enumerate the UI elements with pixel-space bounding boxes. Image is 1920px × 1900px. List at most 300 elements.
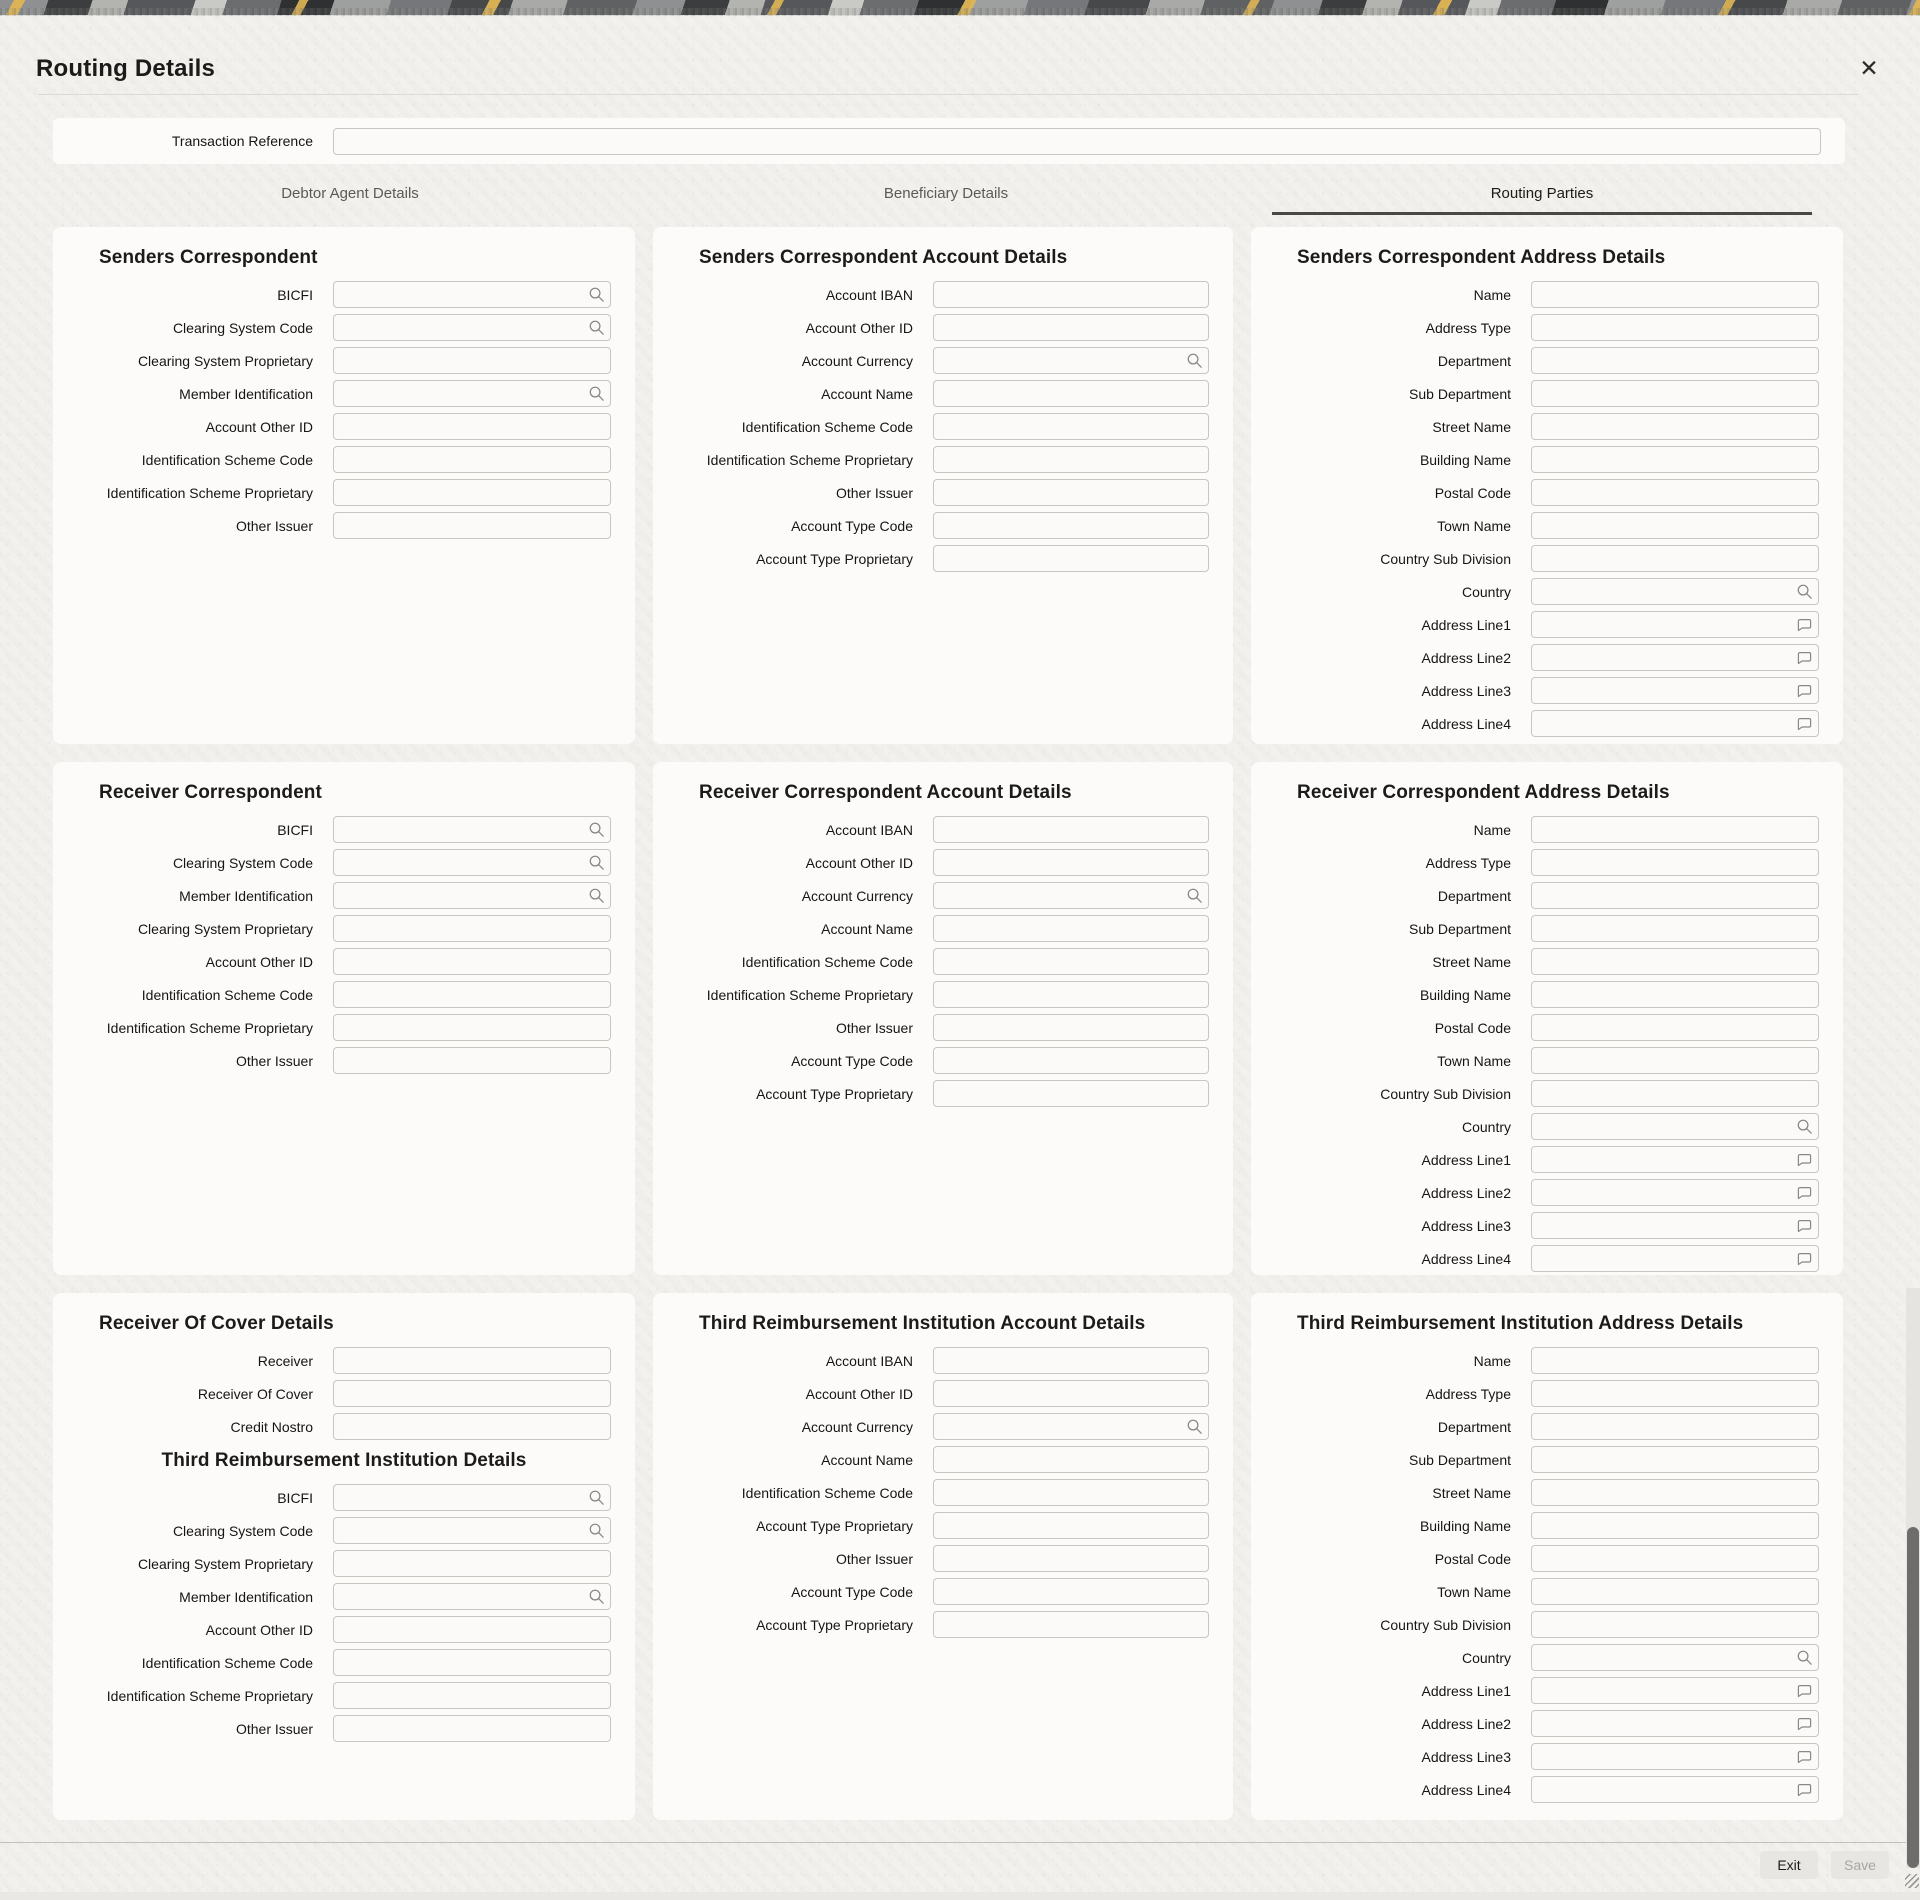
third-reimbursement-institution-details-bicfi-label: BICFI <box>277 1489 313 1506</box>
field-row <box>653 915 1233 942</box>
third-reimbursement-institution-details-clearing-system-code-label: Clearing System Code <box>172 1522 313 1539</box>
third-reimbursement-institution-details-member-identification-label: Member Identification <box>179 1588 313 1605</box>
field-row <box>1251 281 1843 308</box>
receiver-correspondent-address-details-country-sub-division-label: Country Sub Division <box>1380 1085 1511 1102</box>
field-row <box>1251 611 1843 638</box>
receiver-correspondent-clearing-system-proprietary-label: Clearing System Proprietary <box>137 920 313 937</box>
field-row <box>1251 1578 1843 1605</box>
field-row <box>1251 1446 1843 1473</box>
receiver-correspondent-bicfi-input[interactable] <box>333 816 611 843</box>
third-reimbursement-institution-details-bicfi-input[interactable] <box>333 1484 611 1511</box>
receiver-correspondent-identification-scheme-proprietary-label: Identification Scheme Proprietary <box>106 1019 313 1036</box>
senders-correspondent-account-other-id-input[interactable] <box>333 413 611 440</box>
senders-correspondent-address-details-name-label: Name <box>1473 286 1511 303</box>
third-reimbursement-institution-address-details-street-name-label: Street Name <box>1432 1484 1511 1501</box>
transaction-reference-label: Transaction Reference <box>171 133 313 149</box>
save-button[interactable]: Save <box>1831 1851 1889 1879</box>
receiver-correspondent-account-details-identification-scheme-proprietary-input[interactable] <box>933 981 1209 1008</box>
third-reimbursement-institution-account-details-account-type-proprietary-input[interactable] <box>933 1512 1209 1539</box>
field-row <box>53 479 635 506</box>
field-row <box>53 816 635 843</box>
search-icon[interactable] <box>588 854 605 871</box>
receiver-correspondent-address-details-title: Receiver Correspondent Address Details <box>1297 782 1670 803</box>
field-row <box>653 1611 1233 1638</box>
senders-correspondent-clearing-system-code-label: Clearing System Code <box>172 319 313 336</box>
senders-correspondent-address-details-address-line2-label: Address Line2 <box>1421 649 1511 666</box>
receiver-correspondent-other-issuer-input[interactable] <box>333 1047 611 1074</box>
receiver-correspondent-address-details-building-name-input[interactable] <box>1531 981 1819 1008</box>
third-reimbursement-institution-details-identification-scheme-code-input[interactable] <box>333 1649 611 1676</box>
field-row <box>653 1479 1233 1506</box>
field-row <box>1251 677 1843 704</box>
receiver-correspondent-address-details-country-input[interactable] <box>1531 1113 1819 1140</box>
senders-correspondent-address-details-department-input[interactable] <box>1531 347 1819 374</box>
field-row <box>53 1715 635 1742</box>
receiver-correspondent-clearing-system-proprietary-input[interactable] <box>333 915 611 942</box>
third-reimbursement-institution-account-details-account-other-id-input[interactable] <box>933 1380 1209 1407</box>
third-reimbursement-institution-address-details-title: Third Reimbursement Institution Address Details <box>1297 1313 1744 1334</box>
third-reimbursement-institution-account-details-account-other-id-label: Account Other ID <box>805 1385 913 1402</box>
third-reimbursement-institution-address-details-address-type-label: Address Type <box>1425 1385 1511 1402</box>
routing-parties-card-grid <box>53 227 1843 1820</box>
senders-correspondent-address-details-address-line4-label: Address Line4 <box>1421 715 1511 732</box>
senders-correspondent-account-other-id-label: Account Other ID <box>205 418 313 435</box>
third-reimbursement-institution-account-details-title: Third Reimbursement Institution Account Details <box>699 1313 1146 1334</box>
field-row <box>1251 1347 1843 1374</box>
receiver-correspondent-account-details-identification-scheme-code-label: Identification Scheme Code <box>741 953 913 970</box>
field-row <box>53 1550 635 1577</box>
receiver-correspondent-address-details-department-label: Department <box>1437 887 1511 904</box>
field-row <box>1251 1179 1843 1206</box>
field-row <box>653 1014 1233 1041</box>
third-reimbursement-institution-details-other-issuer-input[interactable] <box>333 1715 611 1742</box>
third-reimbursement-institution-account-details-account-name-input[interactable] <box>933 1446 1209 1473</box>
comment-icon[interactable] <box>1796 1682 1813 1699</box>
third-reimbursement-institution-details-clearing-system-proprietary-label: Clearing System Proprietary <box>137 1555 313 1572</box>
receiver-correspondent-account-details-account-other-id-input[interactable] <box>933 849 1209 876</box>
senders-correspondent-account-details-account-type-proprietary-label: Account Type Proprietary <box>756 550 913 567</box>
field-row <box>1251 1146 1843 1173</box>
third-reimbursement-institution-address-details-town-name-label: Town Name <box>1437 1583 1511 1600</box>
receiver-correspondent-account-details-account-currency-input[interactable] <box>933 882 1209 909</box>
senders-correspondent-identification-scheme-proprietary-label: Identification Scheme Proprietary <box>106 484 313 501</box>
third-reimbursement-institution-address-details-country-label: Country <box>1461 1649 1511 1666</box>
field-row <box>653 882 1233 909</box>
receiver-of-cover-details-card <box>53 1293 635 1820</box>
receiver-correspondent-member-identification-label: Member Identification <box>179 887 313 904</box>
receiver-correspondent-account-details-account-type-code-input[interactable] <box>933 1047 1209 1074</box>
third-reimbursement-institution-details-identification-scheme-proprietary-input[interactable] <box>333 1682 611 1709</box>
field-row <box>1251 1413 1843 1440</box>
field-row <box>1251 1710 1843 1737</box>
senders-correspondent-address-details-name-input[interactable] <box>1531 281 1819 308</box>
third-reimbursement-institution-address-details-sub-department-input[interactable] <box>1531 1446 1819 1473</box>
senders-correspondent-address-details-sub-department-input[interactable] <box>1531 380 1819 407</box>
comment-icon[interactable] <box>1796 1715 1813 1732</box>
receiver-correspondent-address-details-town-name-label: Town Name <box>1437 1052 1511 1069</box>
search-icon[interactable] <box>588 887 605 904</box>
third-reimbursement-institution-address-details-town-name-input[interactable] <box>1531 1578 1819 1605</box>
field-row <box>1251 479 1843 506</box>
senders-correspondent-bicfi-label: BICFI <box>277 286 313 303</box>
senders-correspondent-account-details-account-currency-input[interactable] <box>933 347 1209 374</box>
senders-correspondent-address-details-sub-department-label: Sub Department <box>1409 385 1511 402</box>
senders-correspondent-account-details-other-issuer-input[interactable] <box>933 479 1209 506</box>
senders-correspondent-address-details-address-line2-input[interactable] <box>1531 644 1819 671</box>
senders-correspondent-address-details-town-name-label: Town Name <box>1437 517 1511 534</box>
senders-correspondent-address-details-address-type-label: Address Type <box>1425 319 1511 336</box>
field-row <box>1251 578 1843 605</box>
field-row <box>653 1578 1233 1605</box>
receiver-correspondent-account-details-account-name-label: Account Name <box>821 920 913 937</box>
field-row <box>1251 446 1843 473</box>
resize-grip-icon <box>1905 1874 1919 1888</box>
search-icon[interactable] <box>1796 1649 1813 1666</box>
field-row <box>1251 1113 1843 1140</box>
field-row <box>53 314 635 341</box>
receiver-correspondent-account-details-other-issuer-input[interactable] <box>933 1014 1209 1041</box>
receiver-correspondent-account-details-identification-scheme-code-input[interactable] <box>933 948 1209 975</box>
comment-icon[interactable] <box>1796 1151 1813 1168</box>
exit-button[interactable]: Exit <box>1760 1851 1818 1879</box>
third-reimbursement-institution-address-details-street-name-input[interactable] <box>1531 1479 1819 1506</box>
field-row <box>1251 1677 1843 1704</box>
senders-correspondent-address-details-building-name-label: Building Name <box>1419 451 1511 468</box>
senders-correspondent-clearing-system-proprietary-label: Clearing System Proprietary <box>137 352 313 369</box>
third-reimbursement-institution-details-other-issuer-label: Other Issuer <box>235 1720 313 1737</box>
senders-correspondent-bicfi-input[interactable] <box>333 281 611 308</box>
field-row <box>653 1545 1233 1572</box>
receiver-of-cover-details-receiver-input[interactable] <box>333 1347 611 1374</box>
senders-correspondent-address-details-address-line1-input[interactable] <box>1531 611 1819 638</box>
third-reimbursement-institution-address-details-address-line1-label: Address Line1 <box>1421 1682 1511 1699</box>
field-row <box>1251 314 1843 341</box>
search-icon[interactable] <box>588 1588 605 1605</box>
receiver-correspondent-account-details-account-type-proprietary-input[interactable] <box>933 1080 1209 1107</box>
receiver-correspondent-account-details-title: Receiver Correspondent Account Details <box>699 782 1072 803</box>
receiver-correspondent-address-details-address-type-label: Address Type <box>1425 854 1511 871</box>
field-row <box>1251 816 1843 843</box>
third-reimbursement-institution-account-details-account-iban-input[interactable] <box>933 1347 1209 1374</box>
senders-correspondent-address-details-postal-code-input[interactable] <box>1531 479 1819 506</box>
third-reimbursement-institution-account-details-card <box>653 1293 1233 1820</box>
comment-icon[interactable] <box>1796 1217 1813 1234</box>
third-reimbursement-institution-account-details-account-name-label: Account Name <box>821 1451 913 1468</box>
field-row <box>53 380 635 407</box>
senders-correspondent-address-details-title: Senders Correspondent Address Details <box>1297 247 1666 268</box>
third-reimbursement-institution-address-details-postal-code-label: Postal Code <box>1434 1550 1511 1567</box>
senders-correspondent-address-details-street-name-label: Street Name <box>1432 418 1511 435</box>
senders-correspondent-identification-scheme-code-input[interactable] <box>333 446 611 473</box>
senders-correspondent-address-details-department-label: Department <box>1437 352 1511 369</box>
tab-beneficiary-details[interactable]: Beneficiary Details <box>883 185 1009 202</box>
field-row <box>1251 1047 1843 1074</box>
receiver-of-cover-details-receiver-of-cover-input[interactable] <box>333 1380 611 1407</box>
senders-correspondent-identification-scheme-proprietary-input[interactable] <box>333 479 611 506</box>
field-row <box>653 1347 1233 1374</box>
senders-correspondent-member-identification-input[interactable] <box>333 380 611 407</box>
senders-correspondent-account-details-account-name-input[interactable] <box>933 380 1209 407</box>
search-icon[interactable] <box>588 1489 605 1506</box>
receiver-correspondent-address-details-department-input[interactable] <box>1531 882 1819 909</box>
search-icon[interactable] <box>588 821 605 838</box>
third-reimbursement-institution-account-details-other-issuer-label: Other Issuer <box>835 1550 913 1567</box>
third-reimbursement-institution-address-details-postal-code-input[interactable] <box>1531 1545 1819 1572</box>
field-row <box>1251 1014 1843 1041</box>
scrollbar-thumb[interactable] <box>1907 1527 1919 1868</box>
senders-correspondent-address-details-address-line3-input[interactable] <box>1531 677 1819 704</box>
field-row <box>1251 545 1843 572</box>
third-reimbursement-institution-address-details-address-line1-input[interactable] <box>1531 1677 1819 1704</box>
third-reimbursement-institution-details-clearing-system-code-input[interactable] <box>333 1517 611 1544</box>
field-row <box>1251 1080 1843 1107</box>
receiver-correspondent-account-details-other-issuer-label: Other Issuer <box>835 1019 913 1036</box>
receiver-correspondent-address-details-sub-department-label: Sub Department <box>1409 920 1511 937</box>
field-row <box>653 380 1233 407</box>
senders-correspondent-account-details-account-currency-label: Account Currency <box>801 352 913 369</box>
field-row <box>653 479 1233 506</box>
field-row <box>53 882 635 909</box>
field-row <box>1251 882 1843 909</box>
comment-icon[interactable] <box>1796 1250 1813 1267</box>
receiver-of-cover-details-credit-nostro-label: Credit Nostro <box>230 1418 313 1435</box>
comment-icon[interactable] <box>1796 1748 1813 1765</box>
transaction-reference-panel <box>53 118 1845 164</box>
third-reimbursement-institution-address-details-name-label: Name <box>1473 1352 1511 1369</box>
field-row <box>1251 1512 1843 1539</box>
receiver-correspondent-account-other-id-label: Account Other ID <box>205 953 313 970</box>
third-reimbursement-institution-address-details-address-line2-label: Address Line2 <box>1421 1715 1511 1732</box>
search-icon[interactable] <box>588 1522 605 1539</box>
third-reimbursement-institution-address-details-card <box>1251 1293 1843 1820</box>
senders-correspondent-address-details-address-line1-label: Address Line1 <box>1421 616 1511 633</box>
receiver-correspondent-address-details-address-line3-input[interactable] <box>1531 1212 1819 1239</box>
field-row <box>53 1517 635 1544</box>
tab-debtor-agent-details[interactable]: Debtor Agent Details <box>281 185 419 202</box>
third-reimbursement-institution-address-details-country-sub-division-input[interactable] <box>1531 1611 1819 1638</box>
senders-correspondent-account-details-account-type-proprietary-input[interactable] <box>933 545 1209 572</box>
close-icon[interactable]: ✕ <box>1853 52 1885 84</box>
receiver-correspondent-address-details-address-line2-label: Address Line2 <box>1421 1184 1511 1201</box>
receiver-correspondent-address-details-postal-code-label: Postal Code <box>1434 1019 1511 1036</box>
field-row <box>653 1413 1233 1440</box>
receiver-correspondent-identification-scheme-proprietary-input[interactable] <box>333 1014 611 1041</box>
comment-icon[interactable] <box>1796 1781 1813 1798</box>
senders-correspondent-account-details-account-iban-input[interactable] <box>933 281 1209 308</box>
tab-routing-parties[interactable]: Routing Parties <box>1272 180 1812 215</box>
receiver-correspondent-address-details-address-line4-label: Address Line4 <box>1421 1250 1511 1267</box>
senders-correspondent-address-details-address-type-input[interactable] <box>1531 314 1819 341</box>
senders-correspondent-clearing-system-code-input[interactable] <box>333 314 611 341</box>
third-reimbursement-institution-address-details-address-line4-input[interactable] <box>1531 1776 1819 1803</box>
senders-correspondent-title: Senders Correspondent <box>99 247 318 268</box>
third-reimbursement-institution-address-details-department-input[interactable] <box>1531 1413 1819 1440</box>
receiver-correspondent-address-details-address-line4-input[interactable] <box>1531 1245 1819 1272</box>
transaction-reference-input[interactable] <box>333 128 1821 155</box>
third-reimbursement-institution-account-details-identification-scheme-code-label: Identification Scheme Code <box>741 1484 913 1501</box>
receiver-correspondent-account-details-account-iban-input[interactable] <box>933 816 1209 843</box>
receiver-correspondent-account-details-account-currency-label: Account Currency <box>801 887 913 904</box>
third-reimbursement-institution-account-details-account-currency-input[interactable] <box>933 1413 1209 1440</box>
receiver-correspondent-account-details-identification-scheme-proprietary-label: Identification Scheme Proprietary <box>706 986 913 1003</box>
search-icon[interactable] <box>1186 352 1203 369</box>
third-reimbursement-institution-account-details-other-issuer-input[interactable] <box>933 1545 1209 1572</box>
receiver-of-cover-details-credit-nostro-input[interactable] <box>333 1413 611 1440</box>
field-row <box>53 446 635 473</box>
search-icon[interactable] <box>588 319 605 336</box>
receiver-correspondent-clearing-system-code-label: Clearing System Code <box>172 854 313 871</box>
senders-correspondent-account-details-title: Senders Correspondent Account Details <box>699 247 1068 268</box>
field-row <box>1251 512 1843 539</box>
third-reimbursement-institution-address-details-address-line2-input[interactable] <box>1531 1710 1819 1737</box>
third-reimbursement-institution-address-details-address-type-input[interactable] <box>1531 1380 1819 1407</box>
senders-correspondent-account-details-account-type-code-input[interactable] <box>933 512 1209 539</box>
third-reimbursement-institution-details-account-other-id-input[interactable] <box>333 1616 611 1643</box>
receiver-correspondent-identification-scheme-code-input[interactable] <box>333 981 611 1008</box>
senders-correspondent-card <box>53 227 635 744</box>
senders-correspondent-account-details-identification-scheme-code-input[interactable] <box>933 413 1209 440</box>
third-reimbursement-institution-address-details-building-name-input[interactable] <box>1531 1512 1819 1539</box>
search-icon[interactable] <box>588 286 605 303</box>
field-row <box>653 281 1233 308</box>
third-reimbursement-institution-account-details-account-currency-label: Account Currency <box>801 1418 913 1435</box>
field-row <box>53 413 635 440</box>
field-row <box>653 1446 1233 1473</box>
receiver-correspondent-address-details-sub-department-input[interactable] <box>1531 915 1819 942</box>
field-row <box>53 1649 635 1676</box>
field-row <box>653 1380 1233 1407</box>
third-reimbursement-institution-account-details-account-type-proprietary-label: Account Type Proprietary <box>756 1517 913 1534</box>
senders-correspondent-account-details-identification-scheme-proprietary-input[interactable] <box>933 446 1209 473</box>
third-reimbursement-institution-details-clearing-system-proprietary-input[interactable] <box>333 1550 611 1577</box>
comment-icon[interactable] <box>1796 715 1813 732</box>
senders-correspondent-identification-scheme-code-label: Identification Scheme Code <box>141 451 313 468</box>
field-row <box>1251 948 1843 975</box>
receiver-correspondent-address-details-country-label: Country <box>1461 1118 1511 1135</box>
receiver-of-cover-details-title: Receiver Of Cover Details <box>99 1313 334 1334</box>
third-reimbursement-institution-details-member-identification-input[interactable] <box>333 1583 611 1610</box>
senders-correspondent-member-identification-label: Member Identification <box>179 385 313 402</box>
third-reimbursement-institution-details-account-other-id-label: Account Other ID <box>205 1621 313 1638</box>
tab-bar <box>80 180 1812 215</box>
senders-correspondent-address-details-country-label: Country <box>1461 583 1511 600</box>
receiver-correspondent-address-details-town-name-input[interactable] <box>1531 1047 1819 1074</box>
title-divider <box>38 94 1858 95</box>
senders-correspondent-address-details-building-name-input[interactable] <box>1531 446 1819 473</box>
receiver-correspondent-account-details-account-name-input[interactable] <box>933 915 1209 942</box>
field-row <box>1251 1380 1843 1407</box>
senders-correspondent-address-details-country-sub-division-input[interactable] <box>1531 545 1819 572</box>
field-row <box>653 314 1233 341</box>
search-icon[interactable] <box>1186 887 1203 904</box>
third-reimbursement-institution-details-identification-scheme-proprietary-label: Identification Scheme Proprietary <box>106 1687 313 1704</box>
search-icon[interactable] <box>588 385 605 402</box>
receiver-correspondent-address-details-name-label: Name <box>1473 821 1511 838</box>
search-icon[interactable] <box>1796 1118 1813 1135</box>
field-row <box>1251 981 1843 1008</box>
receiver-correspondent-account-details-account-other-id-label: Account Other ID <box>805 854 913 871</box>
field-row <box>1251 1212 1843 1239</box>
receiver-correspondent-clearing-system-code-input[interactable] <box>333 849 611 876</box>
field-row <box>653 413 1233 440</box>
field-row <box>53 1682 635 1709</box>
field-row <box>1251 1743 1843 1770</box>
footer-divider <box>0 1842 1920 1843</box>
third-reimbursement-institution-account-details-account-type-proprietary-label: Account Type Proprietary <box>756 1616 913 1633</box>
comment-icon[interactable] <box>1796 649 1813 666</box>
receiver-correspondent-address-details-street-name-input[interactable] <box>1531 948 1819 975</box>
senders-correspondent-address-details-country-input[interactable] <box>1531 578 1819 605</box>
search-icon[interactable] <box>1186 1418 1203 1435</box>
receiver-correspondent-bicfi-label: BICFI <box>277 821 313 838</box>
third-reimbursement-institution-account-details-account-type-code-input[interactable] <box>933 1578 1209 1605</box>
receiver-correspondent-address-details-address-type-input[interactable] <box>1531 849 1819 876</box>
comment-icon[interactable] <box>1796 616 1813 633</box>
senders-correspondent-account-details-account-type-code-label: Account Type Code <box>791 517 913 534</box>
field-row <box>653 446 1233 473</box>
receiver-of-cover-details-receiver-label: Receiver <box>257 1352 313 1369</box>
senders-correspondent-address-details-town-name-input[interactable] <box>1531 512 1819 539</box>
senders-correspondent-address-details-card <box>1251 227 1843 744</box>
field-row <box>1251 413 1843 440</box>
field-row <box>1251 380 1843 407</box>
receiver-correspondent-address-details-postal-code-input[interactable] <box>1531 1014 1819 1041</box>
receiver-correspondent-address-details-name-input[interactable] <box>1531 816 1819 843</box>
receiver-correspondent-address-details-street-name-label: Street Name <box>1432 953 1511 970</box>
field-row <box>53 1347 635 1374</box>
senders-correspondent-account-details-account-iban-label: Account IBAN <box>825 286 913 303</box>
search-icon[interactable] <box>1796 583 1813 600</box>
field-row <box>1251 1611 1843 1638</box>
receiver-correspondent-address-details-country-sub-division-input[interactable] <box>1531 1080 1819 1107</box>
receiver-correspondent-address-details-address-line1-input[interactable] <box>1531 1146 1819 1173</box>
third-reimbursement-institution-account-details-account-type-proprietary-input[interactable] <box>933 1611 1209 1638</box>
third-reimbursement-institution-account-details-account-iban-label: Account IBAN <box>825 1352 913 1369</box>
field-row <box>1251 1644 1843 1671</box>
receiver-correspondent-member-identification-input[interactable] <box>333 882 611 909</box>
field-row <box>53 849 635 876</box>
field-row <box>53 981 635 1008</box>
senders-correspondent-other-issuer-input[interactable] <box>333 512 611 539</box>
field-row <box>53 1380 635 1407</box>
senders-correspondent-address-details-street-name-input[interactable] <box>1531 413 1819 440</box>
field-row <box>53 915 635 942</box>
receiver-correspondent-account-details-card <box>653 762 1233 1275</box>
receiver-correspondent-address-details-address-line2-input[interactable] <box>1531 1179 1819 1206</box>
third-reimbursement-institution-address-details-address-line4-label: Address Line4 <box>1421 1781 1511 1798</box>
comment-icon[interactable] <box>1796 1184 1813 1201</box>
senders-correspondent-clearing-system-proprietary-input[interactable] <box>333 347 611 374</box>
third-reimbursement-institution-address-details-address-line3-input[interactable] <box>1531 1743 1819 1770</box>
field-row <box>653 981 1233 1008</box>
senders-correspondent-address-details-country-sub-division-label: Country Sub Division <box>1380 550 1511 567</box>
senders-correspondent-account-details-account-other-id-input[interactable] <box>933 314 1209 341</box>
field-row <box>653 816 1233 843</box>
field-row <box>653 849 1233 876</box>
field-row <box>53 1583 635 1610</box>
third-reimbursement-institution-account-details-identification-scheme-code-input[interactable] <box>933 1479 1209 1506</box>
field-row <box>1251 644 1843 671</box>
third-reimbursement-institution-address-details-country-input[interactable] <box>1531 1644 1819 1671</box>
third-reimbursement-institution-address-details-name-input[interactable] <box>1531 1347 1819 1374</box>
field-row <box>653 1512 1233 1539</box>
field-row <box>653 545 1233 572</box>
receiver-correspondent-account-other-id-input[interactable] <box>333 948 611 975</box>
field-row <box>53 1484 635 1511</box>
senders-correspondent-address-details-address-line4-input[interactable] <box>1531 710 1819 737</box>
senders-correspondent-address-details-postal-code-label: Postal Code <box>1434 484 1511 501</box>
comment-icon[interactable] <box>1796 682 1813 699</box>
